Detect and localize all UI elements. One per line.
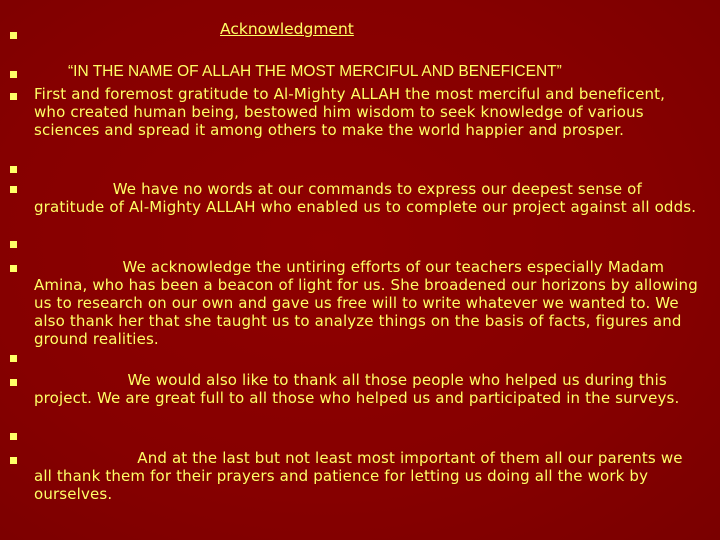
bullet-icon: [10, 454, 18, 464]
bullet-icon: [10, 68, 18, 78]
paragraph-people: We would also like to thank all those people who helped us during this project. We are great full to all those who helped us and participated in the surveys.: [34, 371, 680, 407]
paragraph-teachers: We acknowledge the untiring efforts of our teachers especially Madam Amina, who has been a beacon of light for us. She broadened our horizons by allowing us to research on our own and gave us free will to write whatever we wanted to. We also thank her that she taught us to analyze things on the basis of facts, figures and ground realities.: [34, 258, 703, 348]
bullet-icon: [10, 29, 18, 39]
slide-title: Acknowledgment: [220, 20, 354, 38]
bullet-icon: [10, 376, 18, 386]
bullet-icon: [10, 352, 18, 362]
bullet-icon: [10, 262, 18, 272]
bullet-icon: [10, 183, 18, 193]
bullet-icon: [10, 163, 18, 173]
bismillah-quote: “IN THE NAME OF ALLAH THE MOST MERCIFUL AND BENEFICENT”: [68, 63, 562, 80]
paragraph-parents: And at the last but not least most important of them all our parents we all thank them for their prayers and patience for letting us doing all the work by ourselves.: [34, 449, 688, 503]
paragraph-no-words: We have no words at our commands to express our deepest sense of gratitude of Al-Mighty ALLAH who enabled us to complete our project against all odds.: [34, 180, 697, 216]
bullet-icon: [10, 90, 18, 100]
bullet-icon: [10, 430, 18, 440]
paragraph-gratitude: First and foremost gratitude to Al-Mighty ALLAH the most merciful and beneficent, who created human being, bestowed him wisdom to seek knowledge of various sciences and spread it among others to make the world happier and prosper.: [34, 85, 670, 139]
bullet-icon: [10, 238, 18, 248]
